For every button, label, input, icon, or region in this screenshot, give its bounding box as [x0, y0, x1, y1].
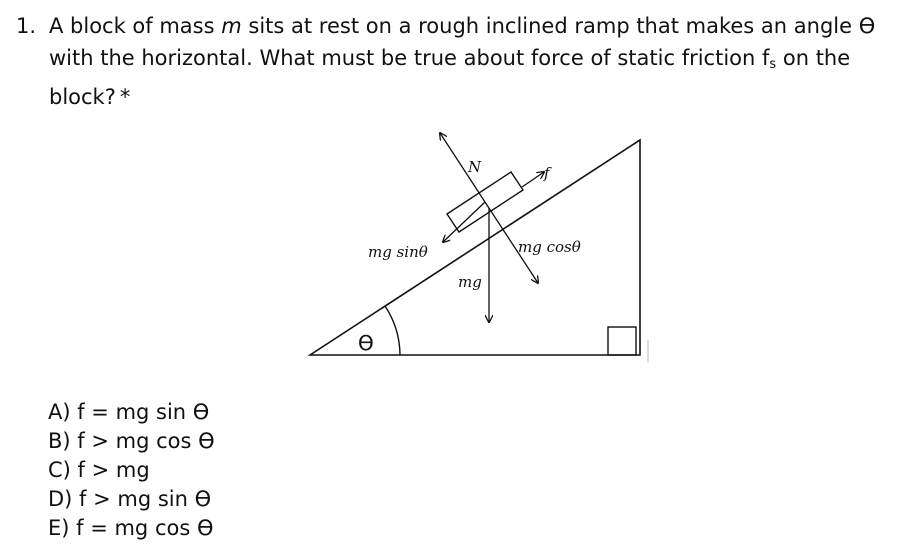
weight-label: mg — [458, 273, 482, 291]
question-block — [16, 10, 906, 113]
option-b[interactable]: B) f > mg cos ϴ — [48, 429, 215, 453]
friction-arrow — [522, 172, 544, 187]
angle-label: ϴ — [358, 331, 374, 355]
option-c[interactable]: C) f > mg — [48, 458, 150, 482]
question-text-part2: sits at rest on a rough inclined ramp that makes an angle ϴ with the horizontal. What must be true about force of static friction f — [49, 14, 876, 70]
incline-diagram — [300, 130, 660, 370]
question-text — [49, 10, 906, 113]
friction-subscript: s — [769, 57, 777, 72]
answer-options — [48, 398, 215, 543]
friction-label: f — [544, 164, 550, 182]
question-text-part1: A block of mass — [49, 14, 222, 38]
incline-diagram-svg — [300, 130, 660, 370]
angle-arc — [385, 306, 400, 355]
option-e[interactable]: E) f = mg cos ϴ — [48, 516, 214, 540]
question-text-part3: on the block? — [49, 46, 851, 109]
normal-force-label: N — [468, 158, 482, 176]
mass-symbol: m — [221, 14, 242, 38]
perpendicular-component-label: mg cosθ — [518, 238, 581, 256]
required-marker: * — [119, 85, 131, 109]
question-number: 1. — [16, 14, 37, 38]
option-d[interactable]: D) f > mg sin ϴ — [48, 487, 212, 511]
parallel-component-label: mg sinθ — [368, 243, 428, 261]
right-angle-marker — [608, 327, 636, 355]
option-a[interactable]: A) f = mg sin ϴ — [48, 400, 210, 424]
